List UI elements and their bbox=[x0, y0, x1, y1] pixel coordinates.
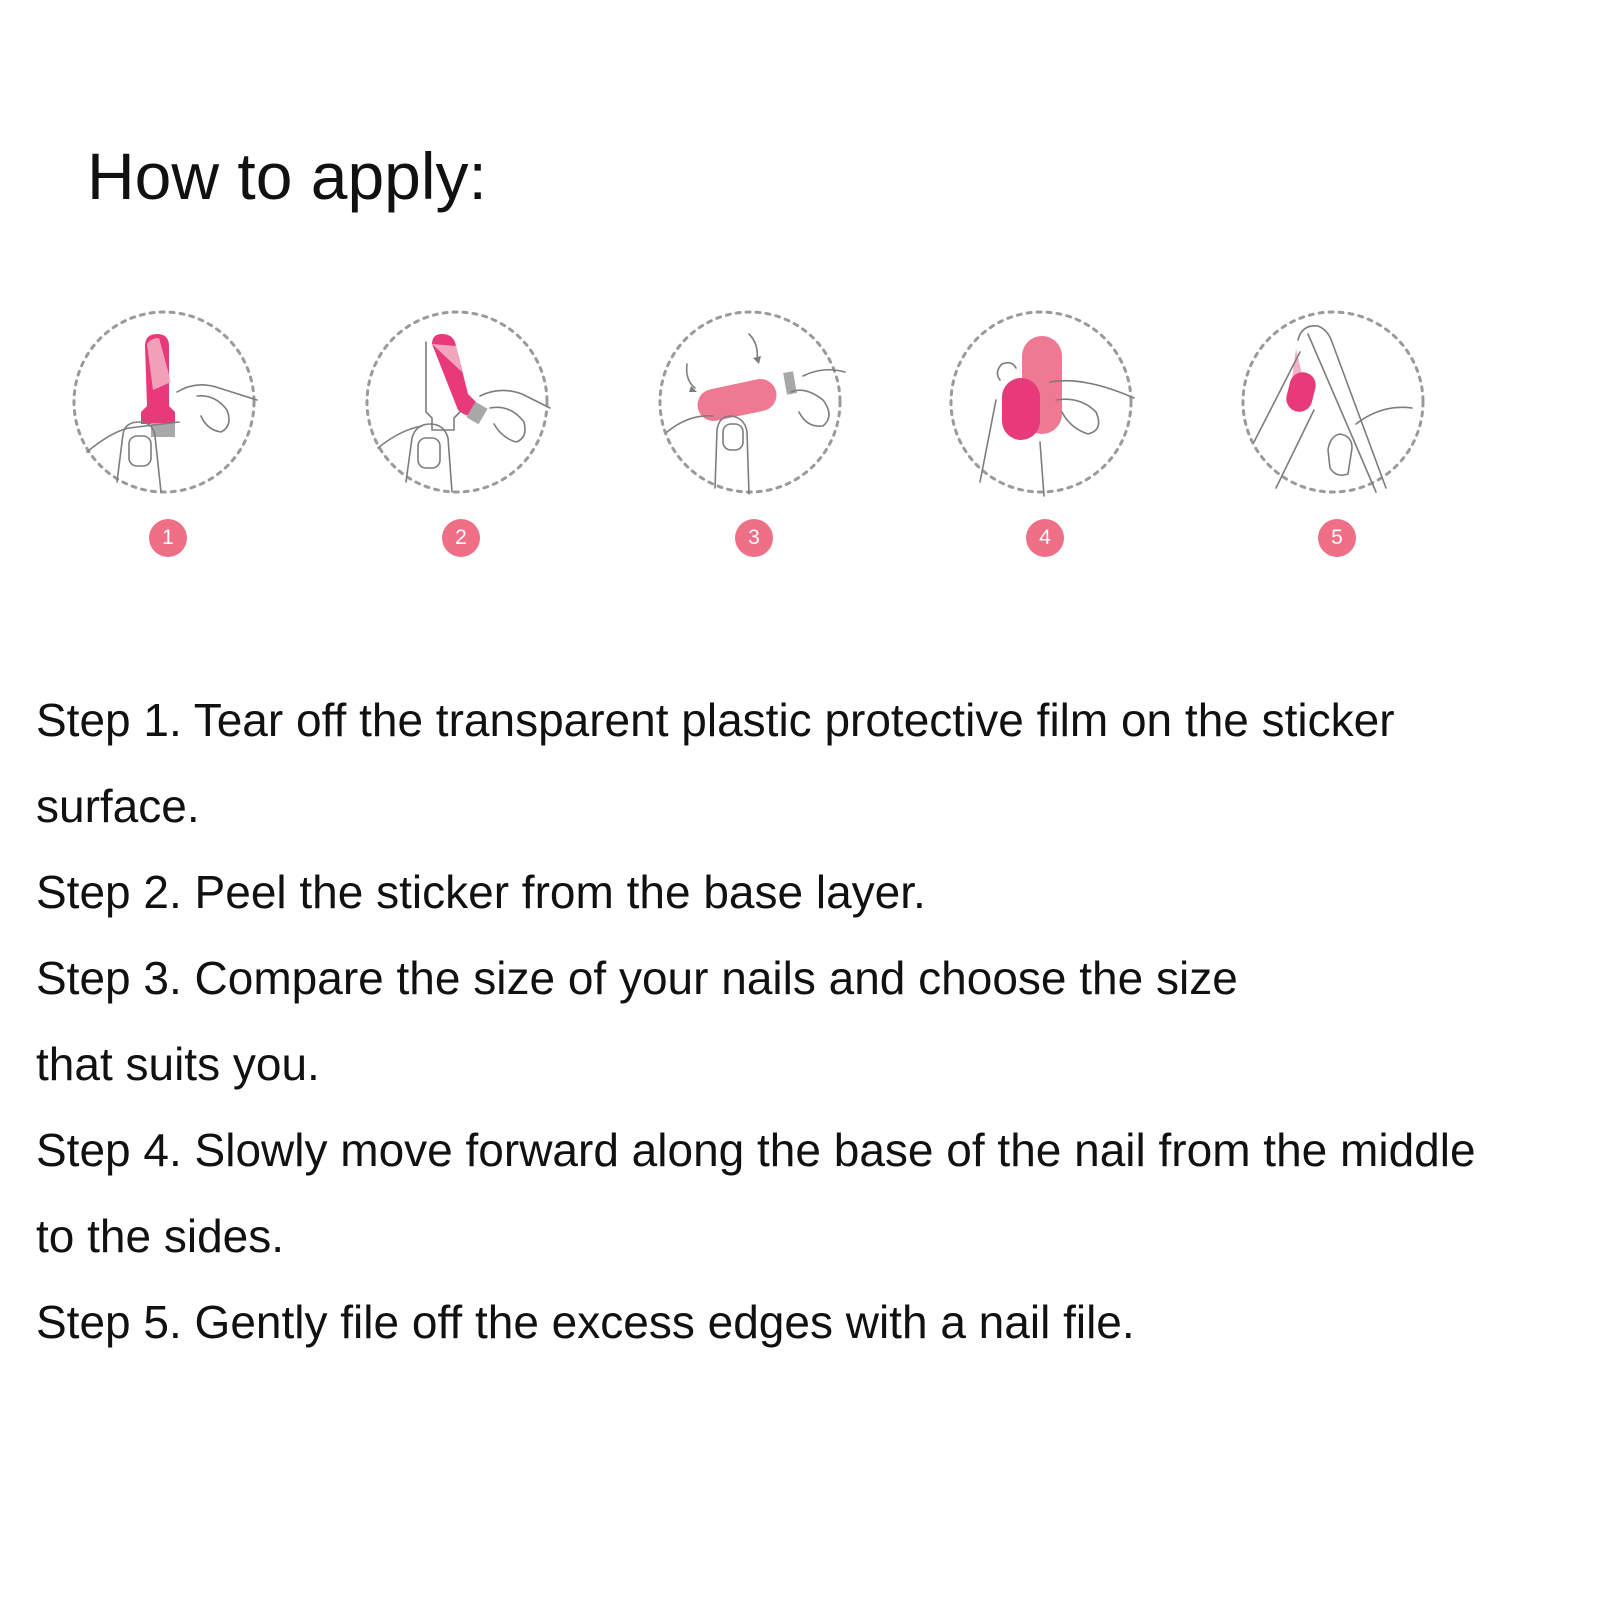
step-illustration-1 bbox=[67, 312, 263, 560]
instruction-step-5: Step 5. Gently file off the excess edges with a nail file. bbox=[36, 1296, 1135, 1348]
step-number-badge-5: 5 bbox=[1318, 519, 1356, 557]
step-illustration-4 bbox=[944, 312, 1140, 560]
instruction-step-1: Step 1. Tear off the transparent plastic protective film on the sticker surface. bbox=[36, 694, 1395, 832]
compare-size-icon bbox=[653, 312, 849, 508]
instruction-step-3: Step 3. Compare the size of your nails and choose the size that suits you. bbox=[36, 952, 1238, 1090]
peel-sticker-icon bbox=[360, 312, 556, 508]
step-number-badge-3: 3 bbox=[735, 519, 773, 557]
step-illustration-5 bbox=[1236, 312, 1432, 560]
step-number-badge-1: 1 bbox=[149, 519, 187, 557]
instruction-step-4: Step 4. Slowly move forward along the base of the nail from the middle to the sides. bbox=[36, 1124, 1476, 1262]
step-illustration-3 bbox=[653, 312, 849, 560]
step-number-badge-4: 4 bbox=[1026, 519, 1064, 557]
step-illustration-2 bbox=[360, 312, 556, 560]
instruction-step-2: Step 2. Peel the sticker from the base layer. bbox=[36, 866, 926, 918]
step-number-badge-2: 2 bbox=[442, 519, 480, 557]
nail-file-icon bbox=[1236, 312, 1432, 508]
apply-sticker-icon bbox=[944, 312, 1140, 508]
page-title: How to apply: bbox=[87, 139, 487, 213]
peel-film-icon bbox=[67, 312, 263, 508]
instructions-list bbox=[36, 677, 1576, 1365]
